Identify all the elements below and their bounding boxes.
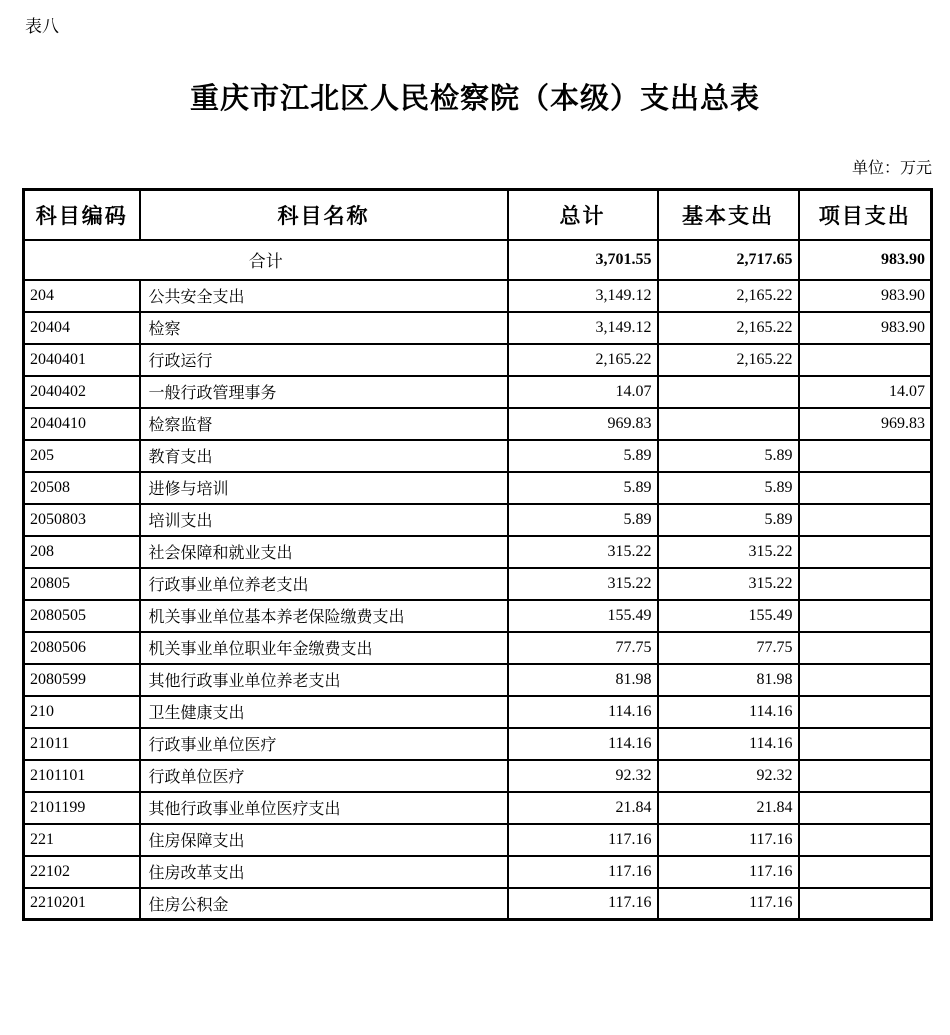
total-amount-cell: 117.16 [508,856,658,888]
project-amount-cell [799,440,932,472]
total-amount-cell: 14.07 [508,376,658,408]
total-amount-cell: 77.75 [508,632,658,664]
subject-code-cell: 20805 [24,568,140,600]
subject-code-cell: 205 [24,440,140,472]
subject-code-cell: 210 [24,696,140,728]
project-amount-cell [799,856,932,888]
basic-amount-cell: 5.89 [658,504,799,536]
project-amount-cell [799,888,932,920]
basic-amount-cell: 114.16 [658,696,799,728]
subject-code-cell: 2080599 [24,664,140,696]
subject-code-cell: 20404 [24,312,140,344]
basic-amount-cell: 155.49 [658,600,799,632]
table-row [24,664,932,696]
basic-amount-cell: 2,165.22 [658,312,799,344]
table-row [24,760,932,792]
total-amount-cell: 21.84 [508,792,658,824]
column-header-project: 项目支出 [799,190,932,240]
total-label-cell: 合计 [24,240,508,280]
table-row [24,696,932,728]
table-row [24,888,932,920]
basic-amount-cell: 5.89 [658,440,799,472]
table-row [24,408,932,440]
table-row [24,536,932,568]
subject-name-cell: 住房保障支出 [140,824,508,856]
subject-name-cell: 行政单位医疗 [140,760,508,792]
project-amount-cell [799,568,932,600]
total-amount-cell: 114.16 [508,728,658,760]
basic-amount-cell: 117.16 [658,824,799,856]
column-header-total: 总计 [508,190,658,240]
basic-amount-cell [658,408,799,440]
total-amount-cell: 5.89 [508,440,658,472]
subject-name-cell: 行政事业单位医疗 [140,728,508,760]
total-amount-cell: 81.98 [508,664,658,696]
table-row [24,728,932,760]
column-header-subject-name: 科目名称 [140,190,508,240]
table-row [24,376,932,408]
total-amount-cell: 969.83 [508,408,658,440]
subject-code-cell: 221 [24,824,140,856]
subject-code-cell: 2080505 [24,600,140,632]
total-amount-cell: 117.16 [508,824,658,856]
subject-code-cell: 2040402 [24,376,140,408]
table-row [24,344,932,376]
table-number-label: 表八 [25,17,59,36]
subject-name-cell: 检察 [140,312,508,344]
basic-amount-cell: 92.32 [658,760,799,792]
document-title: 重庆市江北区人民检察院（本级）支出总表 [189,83,760,115]
basic-amount-cell: 77.75 [658,632,799,664]
project-amount-cell [799,728,932,760]
table-row [24,440,932,472]
total-sum-cell: 3,701.55 [508,240,658,280]
subject-code-cell: 2040410 [24,408,140,440]
total-amount-cell: 5.89 [508,472,658,504]
subject-code-cell: 2101101 [24,760,140,792]
subject-name-cell: 卫生健康支出 [140,696,508,728]
column-header-subject-code: 科目编码 [24,190,140,240]
subject-code-cell: 2040401 [24,344,140,376]
table-row [24,600,932,632]
project-amount-cell [799,600,932,632]
project-amount-cell [799,632,932,664]
basic-amount-cell: 81.98 [658,664,799,696]
table-row [24,632,932,664]
header-row [24,190,932,240]
project-amount-cell [799,504,932,536]
basic-amount-cell: 2,165.22 [658,280,799,312]
subject-code-cell: 208 [24,536,140,568]
total-row [24,240,932,280]
subject-code-cell: 20508 [24,472,140,504]
subject-name-cell: 教育支出 [140,440,508,472]
subject-name-cell: 机关事业单位职业年金缴费支出 [140,632,508,664]
subject-name-cell: 培训支出 [140,504,508,536]
basic-amount-cell [658,376,799,408]
basic-amount-cell: 5.89 [658,472,799,504]
subject-code-cell: 22102 [24,856,140,888]
project-amount-cell [799,664,932,696]
project-amount-cell [799,344,932,376]
project-amount-cell [799,824,932,856]
table-row [24,792,932,824]
basic-amount-cell: 21.84 [658,792,799,824]
basic-amount-cell: 114.16 [658,728,799,760]
table-row [24,856,932,888]
total-amount-cell: 117.16 [508,888,658,920]
subject-code-cell: 2210201 [24,888,140,920]
project-amount-cell: 969.83 [799,408,932,440]
table-row [24,472,932,504]
table-row [24,568,932,600]
total-amount-cell: 5.89 [508,504,658,536]
project-amount-cell [799,760,932,792]
subject-name-cell: 公共安全支出 [140,280,508,312]
table-row [24,504,932,536]
basic-amount-cell: 2,165.22 [658,344,799,376]
basic-amount-cell: 315.22 [658,568,799,600]
subject-name-cell: 一般行政管理事务 [140,376,508,408]
table-row [24,312,932,344]
subject-name-cell: 检察监督 [140,408,508,440]
subject-name-cell: 行政事业单位养老支出 [140,568,508,600]
subject-code-cell: 2050803 [24,504,140,536]
table-row [24,824,932,856]
subject-code-cell: 2080506 [24,632,140,664]
subject-name-cell: 住房公积金 [140,888,508,920]
subject-name-cell: 行政运行 [140,344,508,376]
total-amount-cell: 155.49 [508,600,658,632]
subject-name-cell: 社会保障和就业支出 [140,536,508,568]
total-basic-cell: 2,717.65 [658,240,799,280]
project-amount-cell: 14.07 [799,376,932,408]
total-amount-cell: 315.22 [508,536,658,568]
total-amount-cell: 3,149.12 [508,280,658,312]
subject-code-cell: 21011 [24,728,140,760]
total-amount-cell: 3,149.12 [508,312,658,344]
basic-amount-cell: 117.16 [658,856,799,888]
project-amount-cell: 983.90 [799,280,932,312]
subject-code-cell: 204 [24,280,140,312]
total-amount-cell: 92.32 [508,760,658,792]
basic-amount-cell: 315.22 [658,536,799,568]
unit-note: 单位：万元 [851,160,932,177]
basic-amount-cell: 117.16 [658,888,799,920]
expenditure-table [22,188,933,921]
project-amount-cell [799,536,932,568]
total-amount-cell: 114.16 [508,696,658,728]
total-amount-cell: 2,165.22 [508,344,658,376]
column-header-basic: 基本支出 [658,190,799,240]
subject-code-cell: 2101199 [24,792,140,824]
project-amount-cell [799,472,932,504]
total-project-cell: 983.90 [799,240,932,280]
project-amount-cell: 983.90 [799,312,932,344]
subject-name-cell: 其他行政事业单位养老支出 [140,664,508,696]
subject-name-cell: 住房改革支出 [140,856,508,888]
subject-name-cell: 进修与培训 [140,472,508,504]
project-amount-cell [799,696,932,728]
project-amount-cell [799,792,932,824]
table-row [24,280,932,312]
subject-name-cell: 机关事业单位基本养老保险缴费支出 [140,600,508,632]
subject-name-cell: 其他行政事业单位医疗支出 [140,792,508,824]
total-amount-cell: 315.22 [508,568,658,600]
